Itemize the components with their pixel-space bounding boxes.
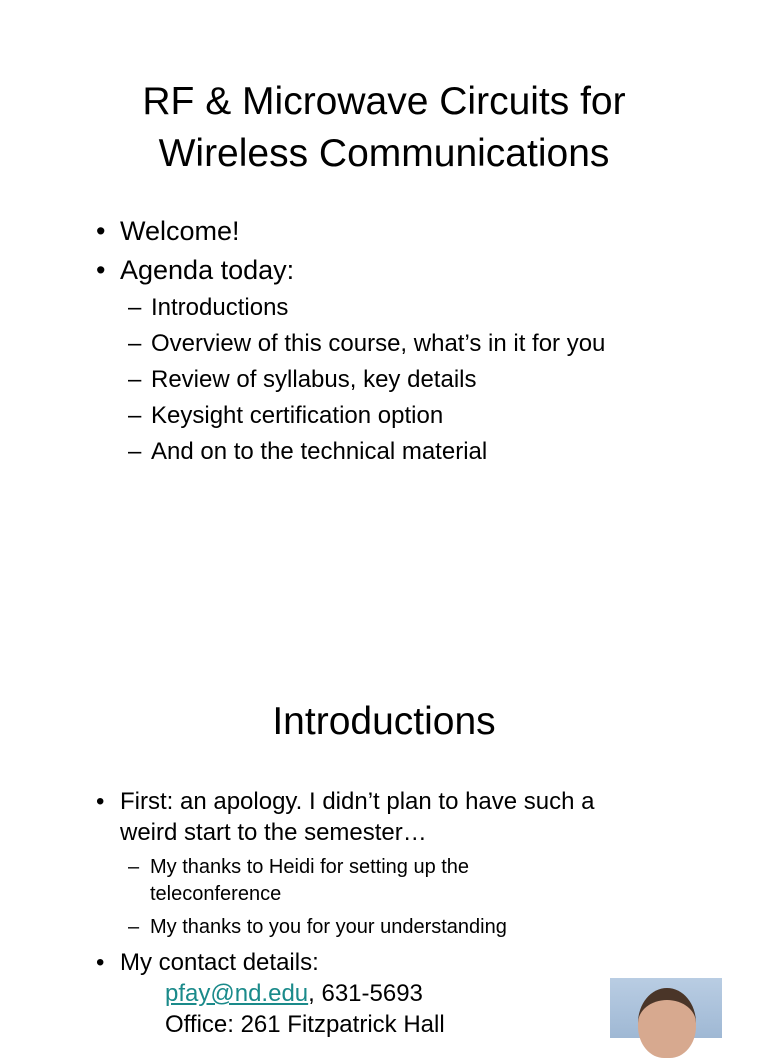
thanks-item xyxy=(96,914,736,941)
portrait-head xyxy=(638,988,696,1058)
bullet-welcome xyxy=(96,212,736,251)
bullet-icon: • xyxy=(96,949,105,976)
apology-sub-wrapper xyxy=(96,854,736,941)
thanks-item xyxy=(96,854,736,908)
slide-1-bullet-list xyxy=(96,212,736,290)
agenda-item-text: Introductions xyxy=(151,294,289,321)
title-line-1: RF & Microwave Circuits for xyxy=(142,80,626,123)
dash-icon: – xyxy=(128,330,142,357)
slide-2-title: Introductions xyxy=(272,700,496,743)
bullet-text: My contact details: xyxy=(120,949,319,976)
office-address: Office: 261 Fitzpatrick Hall xyxy=(165,1011,445,1038)
bullet-contact xyxy=(96,947,736,978)
slide-1 xyxy=(0,0,768,512)
agenda-item-text: Keysight certification option xyxy=(151,402,444,429)
dash-icon: – xyxy=(128,438,142,465)
agenda-item xyxy=(96,398,736,434)
thanks-item-text xyxy=(128,854,469,908)
title-line-2: Wireless Communications xyxy=(158,132,610,175)
agenda-item xyxy=(96,434,736,470)
bullet-agenda xyxy=(96,251,736,290)
dash-icon: – xyxy=(128,916,140,938)
dash-icon: – xyxy=(128,856,140,878)
instructor-photo xyxy=(610,978,722,1038)
slide-1-title xyxy=(0,76,768,180)
bullet-icon: • xyxy=(96,216,106,246)
apology-sub-list xyxy=(96,854,736,941)
thanks-item-text: My thanks to you for your understanding xyxy=(150,916,507,938)
bullet-apology xyxy=(96,786,736,848)
agenda-item xyxy=(96,290,736,326)
thanks-line-1: My thanks to Heidi for setting up the xyxy=(150,856,470,878)
email-link[interactable]: pfay@nd.edu xyxy=(165,980,309,1007)
dash-icon: – xyxy=(128,294,142,321)
bullet-text: Agenda today: xyxy=(120,255,295,285)
bullet-icon: • xyxy=(96,788,105,815)
thanks-line-2: teleconference xyxy=(150,883,282,905)
agenda-item-text: And on to the technical material xyxy=(151,438,488,465)
bullet-text-line-1: First: an apology. I didn’t plan to have such a xyxy=(120,788,595,815)
slide-2 xyxy=(0,512,768,1038)
bullet-text: Welcome! xyxy=(120,216,240,246)
agenda-item xyxy=(96,326,736,362)
dash-icon: – xyxy=(128,366,142,393)
agenda-item-text: Overview of this course, what’s in it for you xyxy=(151,330,606,357)
agenda-sub-list xyxy=(96,290,736,470)
bullet-text-line-2: weird start to the semester… xyxy=(120,819,427,846)
agenda-item-text: Review of syllabus, key details xyxy=(151,366,477,393)
dash-icon: – xyxy=(128,402,142,429)
agenda-item xyxy=(96,362,736,398)
phone-number: , 631-5693 xyxy=(308,980,423,1007)
bullet-icon: • xyxy=(96,255,106,285)
